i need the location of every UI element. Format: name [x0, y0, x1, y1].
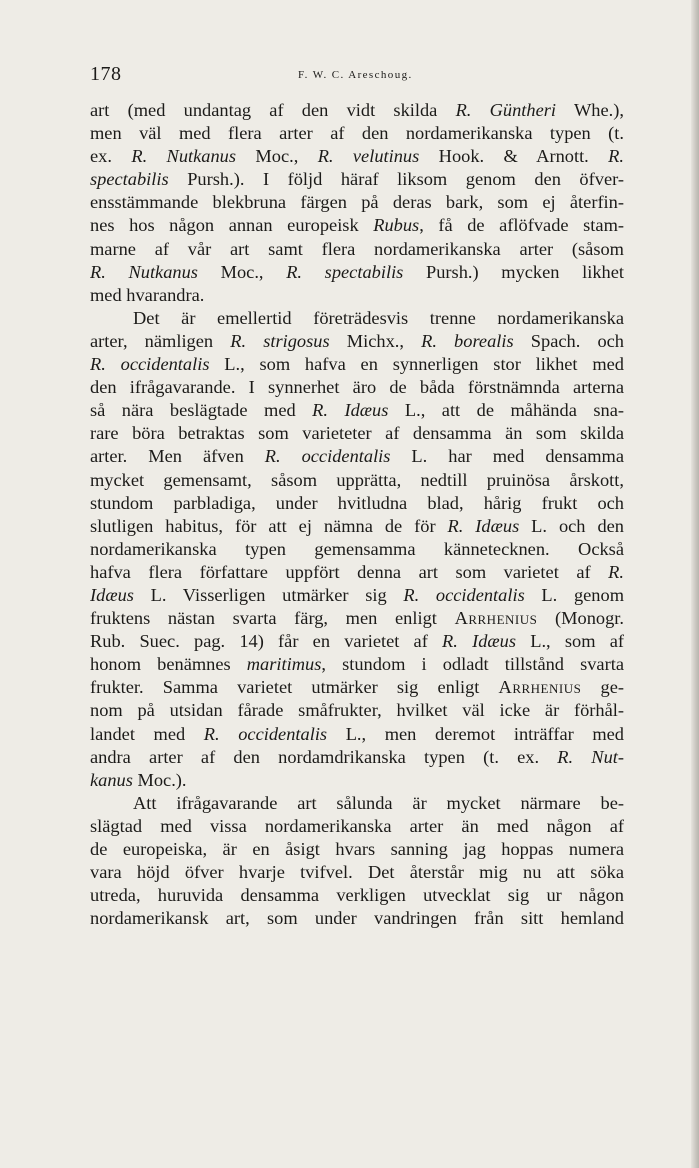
- text-segment: L. genom: [524, 584, 624, 605]
- text-segment: ex.: [90, 146, 132, 167]
- text-segment: Spach. och: [513, 330, 624, 351]
- text-segment: Det är emellertid företrädesvis trenne nordamerikanska: [133, 307, 624, 328]
- text-segment: slägtad med vissa nordamerikanska arter än med någon af: [90, 815, 624, 836]
- text-segment: nordamerikansk art, som under vandringen från sitt hemland: [90, 908, 624, 929]
- text-segment: Michx.,: [329, 330, 422, 351]
- text-segment: fruktens nästan svarta färg, men enligt: [90, 608, 455, 629]
- text-segment: Att ifrågavarande art sålunda är mycket närmare be-: [133, 792, 624, 813]
- text-line: [90, 630, 624, 653]
- text-line: [90, 445, 624, 468]
- text-line: [90, 145, 624, 168]
- page-edge-shadow: [691, 0, 699, 1168]
- text-line: [90, 422, 624, 445]
- italic-text: kanus: [90, 769, 133, 790]
- italic-text: R. Idæus: [312, 400, 389, 421]
- text-line: [90, 884, 624, 907]
- text-line: [90, 399, 624, 422]
- italic-text: R. Idæus: [442, 631, 517, 652]
- text-segment: Moc.,: [197, 261, 287, 282]
- text-segment: utreda, huruvida densamma verkligen utvecklat sig ur någon: [90, 885, 624, 906]
- text-segment: L., som hafva en synnerligen stor likhet med: [209, 354, 624, 375]
- text-segment: nordamerikanska typen gemensamma kännetecknen. Också: [90, 538, 624, 559]
- text-line: [90, 584, 624, 607]
- italic-text: R. occidentalis: [403, 584, 525, 605]
- italic-text: Rubus: [373, 215, 420, 236]
- italic-text: R. velutinus: [317, 146, 420, 167]
- text-line: [90, 838, 624, 861]
- italic-text: maritimus: [246, 654, 322, 675]
- text-segment: Pursh.). I följd häraf liksom genom den öfver-: [168, 169, 624, 190]
- text-segment: Moc.,: [236, 146, 318, 167]
- text-line: [90, 653, 624, 676]
- text-segment: honom benämnes: [90, 654, 247, 675]
- small-caps-name: Arrhenius: [454, 608, 538, 629]
- text-segment: Whe.),: [556, 100, 624, 120]
- italic-text: R. strigosus: [230, 330, 330, 351]
- text-line: [90, 746, 624, 769]
- text-line: [90, 469, 624, 492]
- italic-text: R. occidentalis: [203, 723, 328, 744]
- text-segment: L., men deremot inträffar med: [327, 723, 624, 744]
- running-head: F. W. C. Areschoug.: [298, 69, 413, 81]
- small-caps-name: Arrhenius: [498, 677, 582, 698]
- text-segment: de europeiska, är en åsigt hvars sanning jag hoppas numera: [90, 839, 624, 859]
- text-segment: andra arter af den nordamdrikanska typen (t. ex.: [90, 746, 558, 767]
- text-line: [90, 769, 624, 792]
- text-line: [90, 607, 624, 630]
- text-line: [90, 515, 624, 538]
- text-segment: Moc.).: [132, 769, 187, 790]
- text-segment: L., som af: [516, 631, 624, 652]
- text-line: [90, 284, 624, 307]
- text-segment: art (med undantag af den vidt skilda: [90, 100, 456, 120]
- italic-text: R. Güntheri: [455, 100, 557, 120]
- text-segment: marne af vår art samt flera nordamerikanska arter (såsom: [90, 238, 624, 259]
- text-line: [90, 330, 624, 353]
- italic-text: Idæus: [90, 584, 134, 605]
- text-segment: nes hos någon annan europeisk: [90, 215, 374, 236]
- text-line: [90, 861, 624, 884]
- text-segment: men väl med flera arter af den nordamerikanska typen (t.: [90, 123, 624, 144]
- text-segment: Hook. & Arnott.: [419, 146, 609, 167]
- text-line: [90, 723, 624, 746]
- italic-text: R. borealis: [421, 330, 514, 351]
- text-line: [90, 815, 624, 838]
- text-segment: mycket gemensamt, såsom upprätta, nedtill pruinösa årskott,: [90, 469, 624, 490]
- text-segment: L., att de måhända sna-: [388, 400, 624, 421]
- italic-text: R. occidentalis: [264, 446, 391, 467]
- text-line: [90, 907, 624, 930]
- text-segment: hafva flera författare uppfört denna art som varietet af: [90, 561, 609, 582]
- text-line: [90, 214, 624, 237]
- text-line: [90, 792, 624, 815]
- text-line: [90, 99, 624, 122]
- text-line: [90, 191, 624, 214]
- text-segment: med hvarandra.: [90, 284, 205, 305]
- italic-text: R.: [608, 561, 624, 582]
- text-line: [90, 492, 624, 515]
- text-segment: L. Visserligen utmärker sig: [133, 584, 404, 605]
- text-segment: L. har med densamma: [390, 446, 624, 467]
- text-segment: , få de aflöfvade stam-: [419, 215, 624, 236]
- text-segment: landet med: [90, 723, 204, 744]
- italic-text: R.: [608, 146, 624, 167]
- text-segment: vara höjd öfver hvarje tvifvel. Det återstår mig nu att söka: [90, 862, 624, 883]
- text-segment: , stundom i odladt tillstånd svarta: [321, 654, 624, 675]
- text-line: [90, 676, 624, 699]
- text-segment: rare böra betraktas som varieteter af densamma än som skilda: [90, 423, 624, 444]
- text-segment: den ifrågavarande. I synnerhet äro de båda förstnämnda arterna: [90, 377, 624, 398]
- italic-text: R. spectabilis: [286, 261, 404, 282]
- text-segment: frukter. Samma varietet utmärker sig enligt: [90, 677, 499, 698]
- text-segment: (Monogr.: [537, 608, 624, 629]
- text-line: [90, 238, 624, 261]
- text-segment: ge-: [581, 677, 624, 698]
- italic-text: R. occidentalis: [90, 354, 210, 375]
- text-segment: ensstämmande blekbruna färgen på deras bark, som ej återfin-: [90, 192, 624, 213]
- text-segment: L. och den: [519, 515, 624, 536]
- text-segment: stundom parbladiga, under hvitludna blad, hårig frukt och: [90, 492, 624, 513]
- italic-text: R. Idæus: [447, 515, 520, 536]
- text-line: [90, 538, 624, 561]
- text-line: [90, 168, 624, 191]
- text-line: [90, 561, 624, 584]
- text-segment: Pursh.) mycken likhet: [403, 261, 624, 282]
- italic-text: R. Nutkanus: [131, 146, 237, 167]
- text-line: [90, 353, 624, 376]
- text-segment: så nära beslägtade med: [90, 400, 313, 421]
- text-segment: slutligen habitus, för att ej nämna de för: [90, 515, 448, 536]
- text-line: [90, 261, 624, 284]
- italic-text: R. Nutkanus: [90, 261, 198, 282]
- text-line: [90, 122, 624, 145]
- text-segment: nom på utsidan fårade småfrukter, hvilket väl icke är förhål-: [90, 700, 624, 721]
- text-segment: Rub. Suec. pag. 14) får en varietet af: [90, 631, 443, 652]
- body-text: [90, 99, 624, 930]
- text-line: [90, 376, 624, 399]
- italic-text: spectabilis: [90, 169, 169, 190]
- page-header: [90, 63, 620, 87]
- text-segment: arter, nämligen: [90, 330, 231, 351]
- italic-text: R. Nut-: [557, 746, 624, 767]
- text-segment: arter. Men äfven: [90, 446, 265, 467]
- text-line: [90, 307, 624, 330]
- page-number: 178: [90, 63, 122, 85]
- text-line: [90, 699, 624, 722]
